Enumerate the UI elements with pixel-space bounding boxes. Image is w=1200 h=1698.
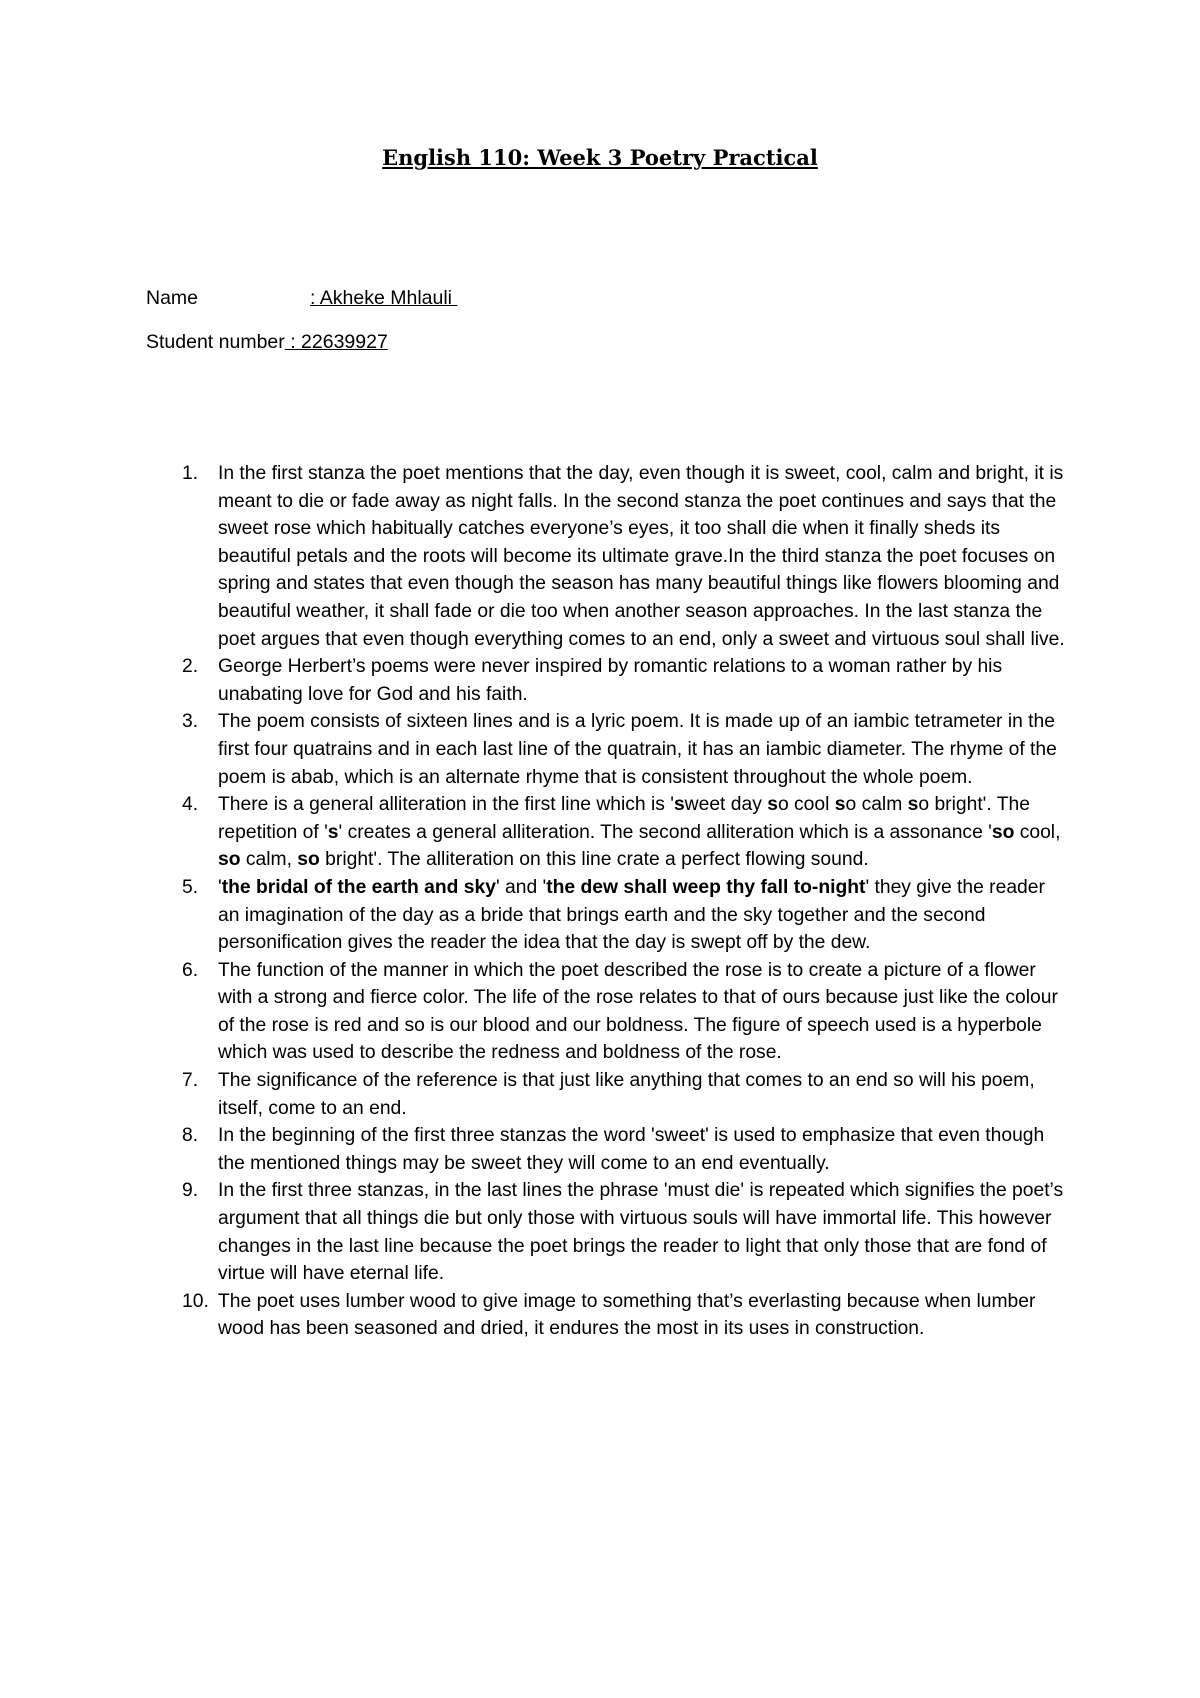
answer-number: 2. bbox=[182, 656, 199, 678]
answer-item bbox=[146, 653, 1066, 708]
answer-text-bold: s bbox=[673, 794, 685, 816]
answer-number: 7. bbox=[182, 1070, 199, 1092]
answer-number: 5. bbox=[182, 876, 199, 898]
answer-text-bold: the dew shall weep thy fall to-night bbox=[546, 876, 866, 898]
name-separator: : bbox=[310, 287, 316, 309]
answer-text-bold: s bbox=[907, 794, 919, 816]
answer-text-bold: so bbox=[218, 849, 241, 871]
answer-text: In the first stanza the poet mentions that the day, even though it is sweet, cool, calm and bright, it is meant to die or fade away as night falls. In the second stanza the poet continues and says that the sweet rose which habitually catches everyone’s eyes, it too shall die when it finally sheds its beautiful petals and the roots will become its ultimate grave.In the third stanza the poet focuses on spring and states that even though the season has many beautiful things like flowers blooming and beautiful weather, it shall fade or die too when another season approaches. In the last stanza the poet argues that even though everything comes to an end, only a sweet and virtuous soul shall live. bbox=[218, 463, 1065, 650]
answer-text: ' and ' bbox=[495, 876, 547, 898]
answer-text: calm, bbox=[240, 849, 298, 871]
answer-text: ' creates a general alliteration. The second alliteration which is a assonance ' bbox=[338, 821, 992, 843]
answer-text: weet day bbox=[684, 794, 768, 816]
answer-item bbox=[146, 708, 1066, 791]
answer-item bbox=[146, 957, 1066, 1067]
answer-number: 1. bbox=[182, 463, 199, 484]
answer-text-bold: s bbox=[327, 821, 339, 843]
answer-item bbox=[146, 1122, 1066, 1177]
answer-text: o bright'. The repetition of ' bbox=[218, 794, 1030, 843]
answer-text-bold: the bridal of the earth and sky bbox=[221, 876, 496, 898]
answer-text: In the beginning of the first three stanzas the word 'sweet' is used to emphasize that even though the mentioned things may be sweet they will come to an end eventually. bbox=[218, 1125, 1045, 1174]
answer-text: George Herbert’s poems were never inspired by romantic relations to a woman rather by his unabating love for God and his faith. bbox=[218, 656, 1003, 705]
answer-item bbox=[146, 874, 1066, 957]
answer-item bbox=[146, 1177, 1066, 1287]
answer-text: o cool bbox=[777, 794, 835, 816]
answers-list bbox=[146, 460, 1066, 1343]
answer-item bbox=[146, 1067, 1066, 1122]
answer-text: ' bbox=[218, 876, 222, 898]
answer-text-bold: s bbox=[767, 794, 778, 816]
student-number-label: Student number bbox=[146, 331, 285, 353]
answer-text-bold: s bbox=[834, 794, 846, 816]
answer-text-bold: so bbox=[297, 849, 320, 871]
answer-text: The function of the manner in which the poet described the rose is to create a picture of a flower with a strong and fierce color. The life of the rose relates to that of ours because just like the colour of the rose is red and so is our blood and our boldness. The figure of speech used is a hyperbole which was used to describe the redness and boldness of the rose. bbox=[218, 959, 1058, 1064]
answer-text-bold: so bbox=[991, 821, 1015, 843]
student-number-line bbox=[146, 330, 388, 354]
document-title: English 110: Week 3 Poetry Practical bbox=[382, 145, 818, 170]
answer-text: The significance of the reference is that just like anything that comes to an end so will his poem, itself, come to an end. bbox=[218, 1070, 1035, 1119]
answer-text: o calm bbox=[845, 794, 908, 816]
answer-item bbox=[146, 791, 1066, 874]
answer-text: bright'. The alliteration on this line crate a perfect flowing sound. bbox=[319, 849, 869, 871]
answer-text: The poet uses lumber wood to give image to something that’s everlasting because when lumber wood has been seasoned and dried, it endures the most in its uses in construction. bbox=[218, 1290, 1036, 1340]
answer-number: 8. bbox=[182, 1125, 199, 1147]
answer-number: 10. bbox=[182, 1290, 209, 1312]
student-number: 22639927 bbox=[301, 331, 388, 353]
answer-number: 6. bbox=[182, 959, 199, 981]
answer-number: 4. bbox=[182, 794, 199, 816]
answer-number: 3. bbox=[182, 711, 199, 733]
student-number-separator: : bbox=[290, 331, 296, 353]
answer-text: cool, bbox=[1014, 821, 1061, 843]
answer-text: There is a general alliteration in the first line which is ' bbox=[218, 794, 674, 816]
answer-text: ' they give the reader an imagination of the day as a bride that brings earth and the sky together and the second personification gives the reader the idea that the day is swept off by the dew. bbox=[218, 876, 1045, 954]
answer-item bbox=[146, 1288, 1066, 1343]
answer-number: 9. bbox=[182, 1180, 199, 1202]
answer-text: The poem consists of sixteen lines and is a lyric poem. It is made up of an iambic tetrameter in the first four quatrains and in each last line of the quatrain, it has an iambic diameter. The rhyme of the poem is abab, which is an alternate rhyme that is consistent throughout the whole poem. bbox=[218, 711, 1057, 788]
student-name-line bbox=[146, 286, 457, 310]
answer-text: In the first three stanzas, in the last lines the phrase 'must die' is repeated which signifies the poet’s argument that all things die but only those with virtuous souls will have immortal life. This however changes in the last line because the poet brings the reader to light that only those that are fond of virtue will have eternal life. bbox=[218, 1180, 1064, 1285]
answer-item bbox=[146, 460, 1066, 653]
name-label: Name bbox=[146, 287, 199, 309]
student-name: Akheke Mhlauli bbox=[319, 287, 452, 309]
